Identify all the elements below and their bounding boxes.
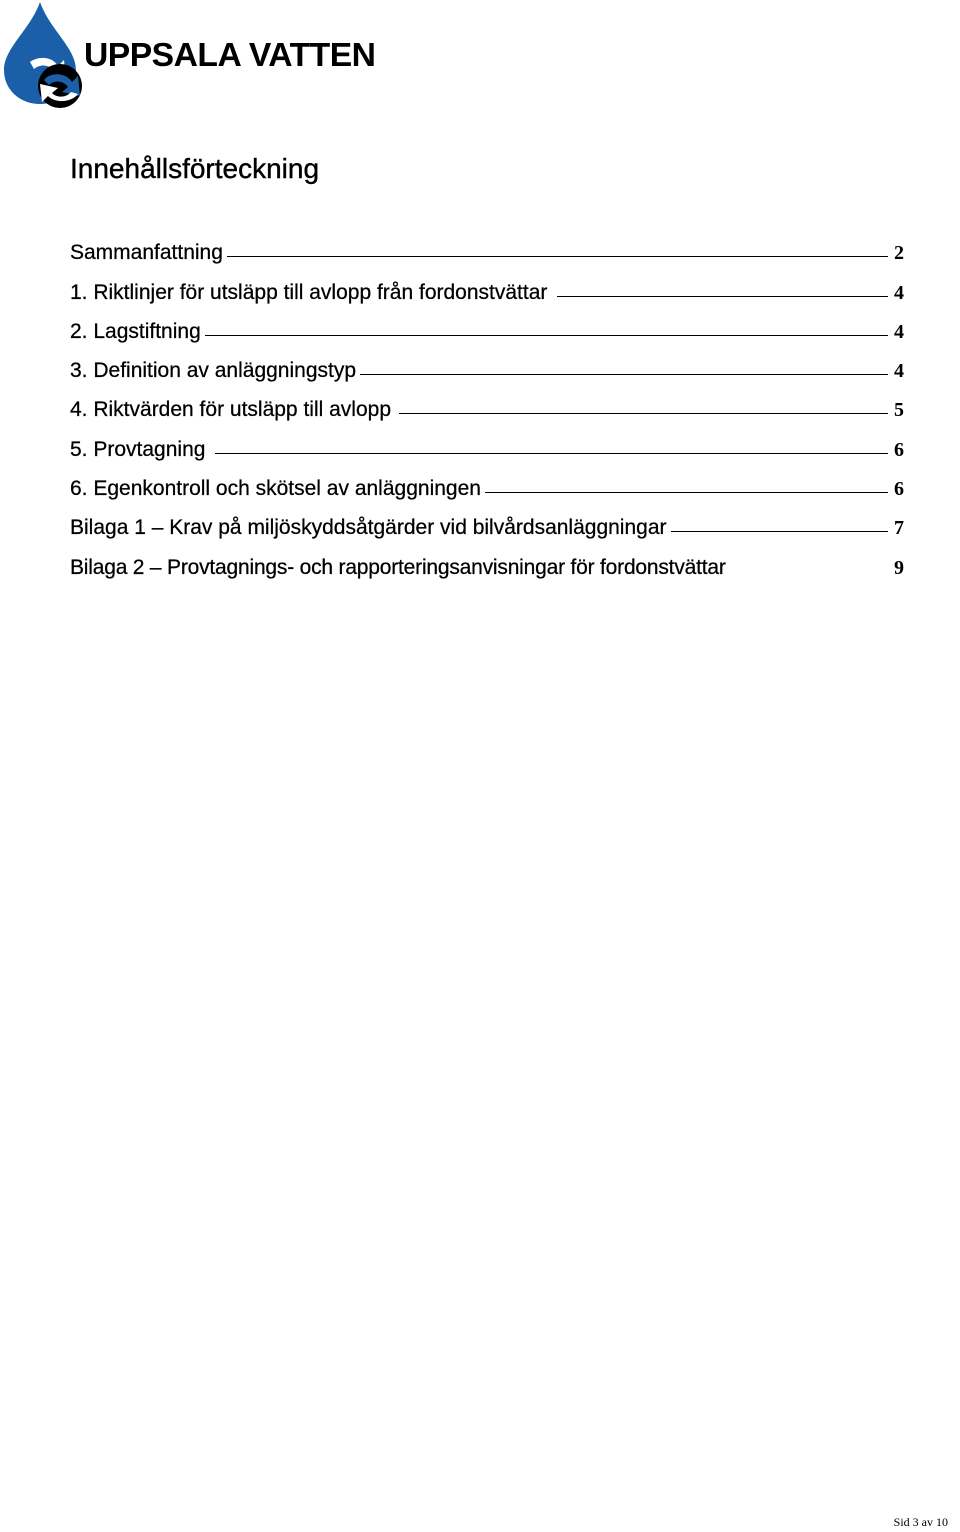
toc-entry-page: 4	[894, 360, 904, 383]
toc-entry[interactable]	[70, 462, 904, 501]
toc-leader-line	[227, 256, 888, 257]
toc-entry[interactable]	[70, 383, 904, 422]
water-drop-icon	[0, 0, 90, 110]
toc-entry-label: Bilaga 2 – Provtagnings- och rapporteringsanvisningar för fordonstvättar	[70, 555, 726, 579]
toc-entry[interactable]	[70, 305, 904, 344]
toc-entry[interactable]	[70, 422, 904, 461]
toc-entry[interactable]	[70, 540, 904, 579]
toc-entry-page: 2	[894, 242, 904, 265]
toc-entry[interactable]	[70, 501, 904, 540]
toc-entry-page: 4	[894, 320, 904, 343]
toc-leader-line	[360, 374, 888, 375]
toc-entry-page: 6	[894, 438, 904, 461]
toc-leader-line	[205, 335, 888, 336]
page-indicator: Sid 3 av 10	[893, 1515, 948, 1529]
table-of-contents	[70, 226, 904, 580]
toc-leader-line	[671, 531, 888, 532]
toc-entry-label: 2. Lagstiftning	[70, 319, 201, 343]
toc-leader-line	[485, 492, 888, 493]
toc-entry-page: 6	[894, 478, 904, 501]
toc-entry-label: 5. Provtagning	[70, 437, 206, 461]
toc-leader-line	[399, 413, 888, 414]
toc-entry[interactable]	[70, 265, 904, 304]
toc-entry-page: 9	[894, 556, 904, 579]
toc-entry-label: 6. Egenkontroll och skötsel av anläggningen	[70, 477, 481, 501]
toc-leader-line	[557, 296, 888, 297]
toc-entry[interactable]	[70, 226, 904, 265]
toc-entry-page: 7	[894, 517, 904, 540]
toc-entry-page: 4	[894, 281, 904, 304]
logo-wordmark: UPPSALA VATTEN	[84, 36, 376, 73]
uppsala-vatten-logo	[0, 0, 400, 110]
toc-entry-label: 1. Riktlinjer för utsläpp till avlopp från fordonstvättar	[70, 280, 548, 304]
toc-entry-label: 4. Riktvärden för utsläpp till avlopp	[70, 398, 391, 422]
toc-entry-label: Sammanfattning	[70, 241, 223, 265]
toc-entry-page: 5	[894, 399, 904, 422]
toc-leader-line	[215, 453, 888, 454]
page-title: Innehållsförteckning	[70, 153, 320, 184]
toc-entry-label: 3. Definition av anläggningstyp	[70, 359, 357, 383]
toc-entry[interactable]	[70, 344, 904, 383]
toc-entry-label: Bilaga 1 – Krav på miljöskyddsåtgärder vid bilvårdsanläggningar	[70, 516, 667, 540]
